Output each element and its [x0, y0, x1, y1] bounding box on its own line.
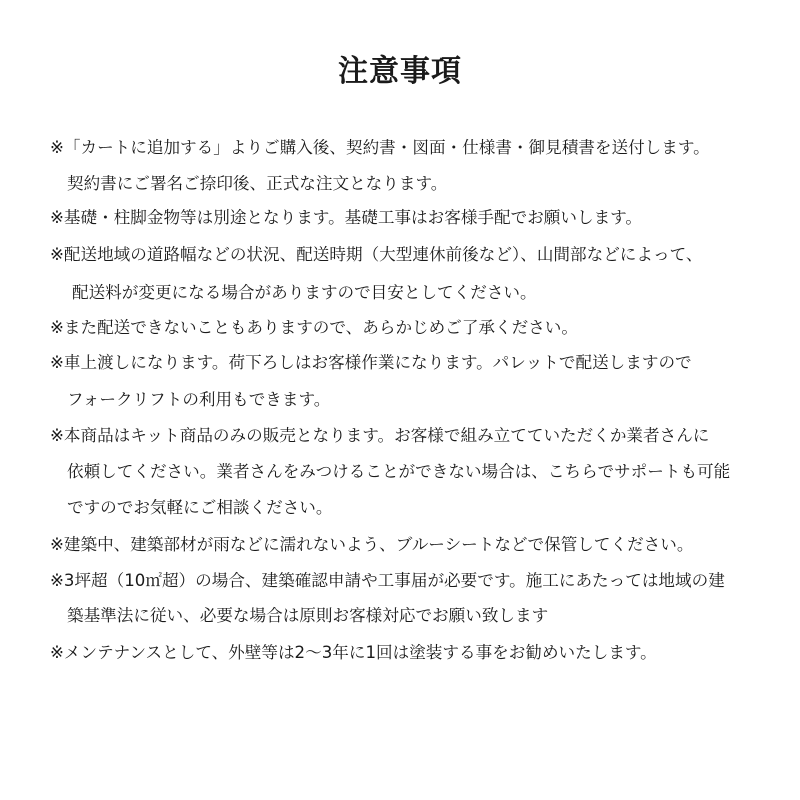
note-line: ※建築中、建築部材が雨などに濡れないよう、ブルーシートなどで保管してください。: [50, 535, 694, 554]
note-line: ※3坪超（10㎡超）の場合、建築確認申請や工事届が必要です。施工にあたっては地域の建: [50, 571, 725, 590]
page-title: 注意事項: [338, 54, 462, 89]
note-line: 築基準法に従い、必要な場合は原則お客様対応でお願い致します: [67, 606, 549, 625]
note-line: ※メンテナンスとして、外壁等は2～3年に1回は塗装する事をお勧めいたします。: [50, 643, 657, 662]
note-line: ※基礎・柱脚金物等は別途となります。基礎工事はお客様手配でお願いします。: [50, 208, 643, 227]
note-line: ※本商品はキット商品のみの販売となります。お客様で組み立てていただくか業者さんに: [50, 426, 710, 445]
note-line: フォークリフトの利用もできます。: [67, 390, 331, 409]
note-line: ですのでお気軽にご相談ください。: [67, 498, 333, 517]
note-line: 配送料が変更になる場合がありますので目安としてください。: [72, 283, 537, 302]
note-line: ※配送地域の道路幅などの状況、配送時期（大型連休前後など）、山間部などによって、: [50, 245, 703, 264]
note-line: 依頼してください。業者さんをみつけることができない場合は、こちらでサポートも可能: [67, 462, 731, 481]
note-line: ※「カートに追加する」よりご購入後、契約書・図面・仕様書・御見積書を送付します。: [50, 138, 710, 157]
note-line: ※車上渡しになります。荷下ろしはお客様作業になります。パレットで配送しますので: [50, 353, 692, 372]
note-line: ※また配送できないこともありますので、あらかじめご了承ください。: [50, 318, 578, 337]
note-line: 契約書にご署名ご捺印後、正式な注文となります。: [67, 174, 448, 193]
